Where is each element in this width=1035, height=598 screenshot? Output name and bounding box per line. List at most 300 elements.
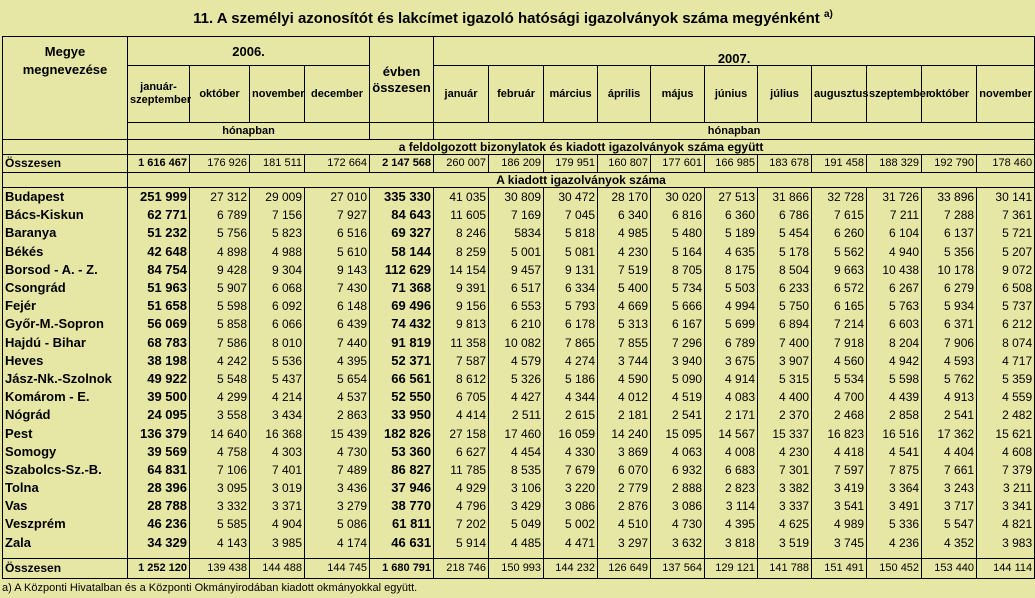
value-cell: 192 790 <box>922 155 977 173</box>
value-cell: 4 913 <box>922 388 977 406</box>
table-row <box>3 534 1035 552</box>
county-name-cell: Baranya <box>3 224 128 242</box>
value-cell: 16 823 <box>812 424 867 442</box>
value-cell: 5 818 <box>544 224 598 242</box>
value-cell: 126 649 <box>598 558 651 578</box>
value-cell: 52 371 <box>370 352 434 370</box>
value-cell: 4 242 <box>190 352 250 370</box>
value-cell: 14 567 <box>705 424 758 442</box>
value-cell: 74 432 <box>370 315 434 333</box>
value-cell: 4 230 <box>598 243 651 261</box>
value-cell: 5 598 <box>190 297 250 315</box>
county-name-cell: Jász-Nk.-Szolnok <box>3 370 128 388</box>
value-cell: 6 516 <box>305 224 370 242</box>
table-row <box>3 479 1035 497</box>
county-name-cell: Borsod - A. - Z. <box>3 261 128 279</box>
table-row <box>3 224 1035 242</box>
value-cell: 11 358 <box>434 334 489 352</box>
value-cell: 84 754 <box>128 261 190 279</box>
band-processed-total: a feldolgozott bizonylatok és kiadott igazolványok száma együtt <box>128 140 1035 155</box>
value-cell: 5 823 <box>250 224 305 242</box>
value-cell: 69 496 <box>370 297 434 315</box>
value-cell: 177 601 <box>651 155 705 173</box>
value-cell: 7 855 <box>598 334 651 352</box>
value-cell: 7 927 <box>305 206 370 224</box>
value-cell: 150 993 <box>489 558 544 578</box>
value-cell: 2 511 <box>489 406 544 424</box>
col-header-apr-2007: április <box>598 66 651 123</box>
value-cell: 6 165 <box>812 297 867 315</box>
value-cell: 7 106 <box>190 461 250 479</box>
value-cell: 5 666 <box>651 297 705 315</box>
value-cell: 4 994 <box>705 297 758 315</box>
value-cell: 7 301 <box>758 461 812 479</box>
value-cell: 3 095 <box>190 479 250 497</box>
value-cell: 38 198 <box>128 352 190 370</box>
value-cell: 6 932 <box>651 461 705 479</box>
value-cell: 7 379 <box>977 461 1035 479</box>
value-cell: 4 395 <box>705 515 758 533</box>
value-cell: 3 220 <box>544 479 598 497</box>
value-cell: 176 926 <box>190 155 250 173</box>
value-cell: 139 438 <box>190 558 250 578</box>
county-name-cell: Győr-M.-Sopron <box>3 315 128 333</box>
value-cell: 4 344 <box>544 388 598 406</box>
value-cell: 3 985 <box>250 534 305 552</box>
value-cell: 5 400 <box>598 279 651 297</box>
value-cell: 4 717 <box>977 352 1035 370</box>
value-cell: 5 562 <box>812 243 867 261</box>
value-cell: 4 700 <box>812 388 867 406</box>
value-cell: 6 167 <box>651 315 705 333</box>
value-cell: 5 356 <box>922 243 977 261</box>
value-cell: 14 154 <box>434 261 489 279</box>
value-cell: 71 368 <box>370 279 434 297</box>
value-cell: 2 147 568 <box>370 155 434 173</box>
county-name-cell: Bács-Kiskun <box>3 206 128 224</box>
value-cell: 4 439 <box>867 388 922 406</box>
value-cell: 8 504 <box>758 261 812 279</box>
value-cell: 24 095 <box>128 406 190 424</box>
value-cell: 2 858 <box>867 406 922 424</box>
value-cell: 3 869 <box>598 443 651 461</box>
value-cell: 6 334 <box>544 279 598 297</box>
value-cell: 2 876 <box>598 497 651 515</box>
value-cell: 6 517 <box>489 279 544 297</box>
value-cell: 42 648 <box>128 243 190 261</box>
value-cell: 27 158 <box>434 424 489 442</box>
value-cell: 160 807 <box>598 155 651 173</box>
value-cell: 7 865 <box>544 334 598 352</box>
value-cell: 4 758 <box>190 443 250 461</box>
value-cell: 7 587 <box>434 352 489 370</box>
value-cell: 4 940 <box>867 243 922 261</box>
value-cell: 4 669 <box>598 297 651 315</box>
value-cell: 4 230 <box>758 443 812 461</box>
value-cell: 7 586 <box>190 334 250 352</box>
value-cell: 6 279 <box>922 279 977 297</box>
value-cell: 5 610 <box>305 243 370 261</box>
value-cell: 5 734 <box>651 279 705 297</box>
value-cell: 5 454 <box>758 224 812 242</box>
value-cell: 28 788 <box>128 497 190 515</box>
value-cell: 32 728 <box>812 188 867 207</box>
footnote: a) A Központi Hivatalban és a Központi Okmányirodában kiadott okmányokkal együtt. <box>2 582 418 594</box>
value-cell: 14 640 <box>190 424 250 442</box>
value-cell: 5 534 <box>812 370 867 388</box>
value-cell: 16 059 <box>544 424 598 442</box>
value-cell: 6 553 <box>489 297 544 315</box>
value-cell: 4 299 <box>190 388 250 406</box>
value-cell: 4 012 <box>598 388 651 406</box>
value-cell: 4 404 <box>922 443 977 461</box>
value-cell: 4 541 <box>867 443 922 461</box>
value-cell: 34 329 <box>128 534 190 552</box>
value-cell: 2 615 <box>544 406 598 424</box>
value-cell: 112 629 <box>370 261 434 279</box>
value-cell: 4 608 <box>977 443 1035 461</box>
value-cell: 3 419 <box>812 479 867 497</box>
year-2006-header: 2006. <box>128 37 370 66</box>
value-cell: 4 427 <box>489 388 544 406</box>
value-cell: 7 156 <box>250 206 305 224</box>
county-name-cell: Békés <box>3 243 128 261</box>
value-cell: 31 866 <box>758 188 812 207</box>
county-name-cell: Veszprém <box>3 515 128 533</box>
value-cell: 2 779 <box>598 479 651 497</box>
value-cell: 41 035 <box>434 188 489 207</box>
value-cell: 3 337 <box>758 497 812 515</box>
value-cell: 51 963 <box>128 279 190 297</box>
value-cell: 3 211 <box>977 479 1035 497</box>
value-cell: 151 491 <box>812 558 867 578</box>
value-cell: 6 092 <box>250 297 305 315</box>
value-cell: 14 240 <box>598 424 651 442</box>
col-header-sep-2007: szeptember <box>867 66 922 123</box>
county-name-cell: Fejér <box>3 297 128 315</box>
table-row <box>3 443 1035 461</box>
value-cell: 4 989 <box>812 515 867 533</box>
value-cell: 3 279 <box>305 497 370 515</box>
value-cell: 172 664 <box>305 155 370 173</box>
value-cell: 6 068 <box>250 279 305 297</box>
county-name-cell: Heves <box>3 352 128 370</box>
value-cell: 3 818 <box>705 534 758 552</box>
value-cell: 66 561 <box>370 370 434 388</box>
value-cell: 61 811 <box>370 515 434 533</box>
value-cell: 15 439 <box>305 424 370 442</box>
col-header-aug-2007: augusztus <box>812 66 867 123</box>
value-cell: 4 395 <box>305 352 370 370</box>
col-header-nov-2006: november <box>250 66 305 123</box>
table-row <box>3 206 1035 224</box>
value-cell: 4 579 <box>489 352 544 370</box>
value-cell: 2 541 <box>922 406 977 424</box>
value-cell: 3 983 <box>977 534 1035 552</box>
value-cell: 5 480 <box>651 224 705 242</box>
county-name-cell: Összesen <box>3 558 128 578</box>
col-header-feb-2007: február <box>489 66 544 123</box>
col-header-jan-sep-2006: január-szeptember <box>128 66 190 123</box>
value-cell: 10 438 <box>867 261 922 279</box>
value-cell: 4 537 <box>305 388 370 406</box>
value-cell: 4 590 <box>598 370 651 388</box>
value-cell: 7 440 <box>305 334 370 352</box>
value-cell: 6 260 <box>812 224 867 242</box>
value-cell: 4 560 <box>812 352 867 370</box>
value-cell: 6 508 <box>977 279 1035 297</box>
value-cell: 4 988 <box>250 243 305 261</box>
value-cell: 5 585 <box>190 515 250 533</box>
value-cell: 7 661 <box>922 461 977 479</box>
value-cell: 2 541 <box>651 406 705 424</box>
value-cell: 4 796 <box>434 497 489 515</box>
value-cell: 6 603 <box>867 315 922 333</box>
value-cell: 4 730 <box>651 515 705 533</box>
value-cell: 2 370 <box>758 406 812 424</box>
table-row <box>3 497 1035 515</box>
value-cell: 3 519 <box>758 534 812 552</box>
value-cell: 4 330 <box>544 443 598 461</box>
value-cell: 4 083 <box>705 388 758 406</box>
value-cell: 335 330 <box>370 188 434 207</box>
value-cell: 30 472 <box>544 188 598 207</box>
value-cell: 7 211 <box>867 206 922 224</box>
value-cell: 46 631 <box>370 534 434 552</box>
value-cell: 2 888 <box>651 479 705 497</box>
value-cell: 5 359 <box>977 370 1035 388</box>
value-cell: 6 627 <box>434 443 489 461</box>
value-cell: 5 934 <box>922 297 977 315</box>
value-cell: 3 541 <box>812 497 867 515</box>
county-name-cell: Pest <box>3 424 128 442</box>
table-row <box>3 461 1035 479</box>
value-cell: 144 114 <box>977 558 1035 578</box>
value-cell: 4 418 <box>812 443 867 461</box>
table-row <box>3 297 1035 315</box>
value-cell: 4 985 <box>598 224 651 242</box>
col-header-jan-2007: január <box>434 66 489 123</box>
value-cell: 5 699 <box>705 315 758 333</box>
value-cell: 6 894 <box>758 315 812 333</box>
value-cell: 4 008 <box>705 443 758 461</box>
value-cell: 3 364 <box>867 479 922 497</box>
value-cell: 5 793 <box>544 297 598 315</box>
value-cell: 5 654 <box>305 370 370 388</box>
value-cell: 4 625 <box>758 515 812 533</box>
table-row <box>3 261 1035 279</box>
value-cell: 6 233 <box>758 279 812 297</box>
value-cell: 5 081 <box>544 243 598 261</box>
value-cell: 64 831 <box>128 461 190 479</box>
table-row <box>3 370 1035 388</box>
value-cell: 6 360 <box>705 206 758 224</box>
value-cell: 3 717 <box>922 497 977 515</box>
value-cell: 5 762 <box>922 370 977 388</box>
value-cell: 7 875 <box>867 461 922 479</box>
value-cell: 4 821 <box>977 515 1035 533</box>
value-cell: 17 362 <box>922 424 977 442</box>
value-cell: 186 209 <box>489 155 544 173</box>
value-cell: 17 460 <box>489 424 544 442</box>
value-cell: 7 597 <box>812 461 867 479</box>
value-cell: 7 615 <box>812 206 867 224</box>
value-cell: 8 010 <box>250 334 305 352</box>
value-cell: 2 181 <box>598 406 651 424</box>
value-cell: 46 236 <box>128 515 190 533</box>
county-name-cell: Szabolcs-Sz.-B. <box>3 461 128 479</box>
value-cell: 56 069 <box>128 315 190 333</box>
value-cell: 27 010 <box>305 188 370 207</box>
value-cell: 30 020 <box>651 188 705 207</box>
value-cell: 4 942 <box>867 352 922 370</box>
value-cell: 3 940 <box>651 352 705 370</box>
value-cell: 3 106 <box>489 479 544 497</box>
value-cell: 260 007 <box>434 155 489 173</box>
value-cell: 37 946 <box>370 479 434 497</box>
statistics-table <box>2 36 1035 579</box>
value-cell: 30 141 <box>977 188 1035 207</box>
value-cell: 3 744 <box>598 352 651 370</box>
value-cell: 136 379 <box>128 424 190 442</box>
value-cell: 3 114 <box>705 497 758 515</box>
col-header-nov-2007: november <box>977 66 1035 123</box>
value-cell: 5 914 <box>434 534 489 552</box>
value-cell: 4 510 <box>598 515 651 533</box>
table-body <box>3 155 1035 579</box>
value-cell: 5 002 <box>544 515 598 533</box>
value-cell: 5 437 <box>250 370 305 388</box>
value-cell: 9 813 <box>434 315 489 333</box>
value-cell: 68 783 <box>128 334 190 352</box>
value-cell: 4 454 <box>489 443 544 461</box>
value-cell: 144 232 <box>544 558 598 578</box>
col-header-may-2007: május <box>651 66 705 123</box>
value-cell: 6 816 <box>651 206 705 224</box>
value-cell: 7 400 <box>758 334 812 352</box>
value-cell: 2 482 <box>977 406 1035 424</box>
value-cell: 181 511 <box>250 155 305 173</box>
value-cell: 7 906 <box>922 334 977 352</box>
value-cell: 58 144 <box>370 243 434 261</box>
value-cell: 15 337 <box>758 424 812 442</box>
value-cell: 16 516 <box>867 424 922 442</box>
value-cell: 5 547 <box>922 515 977 533</box>
summary-row-top <box>3 155 1035 173</box>
value-cell: 8 535 <box>489 461 544 479</box>
table-row <box>3 279 1035 297</box>
value-cell: 5 178 <box>758 243 812 261</box>
value-cell: 1 616 467 <box>128 155 190 173</box>
value-cell: 15 095 <box>651 424 705 442</box>
value-cell: 3 297 <box>598 534 651 552</box>
value-cell: 33 896 <box>922 188 977 207</box>
value-cell: 4 635 <box>705 243 758 261</box>
value-cell: 4 485 <box>489 534 544 552</box>
value-cell: 4 593 <box>922 352 977 370</box>
value-cell: 7 202 <box>434 515 489 533</box>
value-cell: 9 457 <box>489 261 544 279</box>
value-cell: 53 360 <box>370 443 434 461</box>
value-cell: 4 174 <box>305 534 370 552</box>
value-cell: 2 823 <box>705 479 758 497</box>
value-cell: 5 756 <box>190 224 250 242</box>
table-row <box>3 243 1035 261</box>
value-cell: 5 326 <box>489 370 544 388</box>
col-header-jun-2007: június <box>705 66 758 123</box>
title-text: 11. A személyi azonosítót és lakcímet igazoló hatósági igazolványok száma megyénként <box>193 10 820 27</box>
value-cell: 9 663 <box>812 261 867 279</box>
value-cell: 6 439 <box>305 315 370 333</box>
county-name-cell: Tolna <box>3 479 128 497</box>
value-cell: 15 621 <box>977 424 1035 442</box>
col-header-mar-2007: március <box>544 66 598 123</box>
value-cell: 144 488 <box>250 558 305 578</box>
value-cell: 3 371 <box>250 497 305 515</box>
value-cell: 9 428 <box>190 261 250 279</box>
value-cell: 6 340 <box>598 206 651 224</box>
evben-sen <box>370 123 434 140</box>
value-cell: 4 063 <box>651 443 705 461</box>
value-cell: 8 246 <box>434 224 489 242</box>
table-row <box>3 188 1035 207</box>
value-cell: 9 391 <box>434 279 489 297</box>
value-cell: 4 914 <box>705 370 758 388</box>
value-cell: 6 148 <box>305 297 370 315</box>
value-cell: 8 175 <box>705 261 758 279</box>
value-cell: 141 788 <box>758 558 812 578</box>
value-cell: 10 178 <box>922 261 977 279</box>
value-cell: 5 907 <box>190 279 250 297</box>
value-cell: 6 789 <box>705 334 758 352</box>
value-cell: 6 786 <box>758 206 812 224</box>
value-cell: 8 259 <box>434 243 489 261</box>
value-cell: 5 737 <box>977 297 1035 315</box>
value-cell: 4 519 <box>651 388 705 406</box>
value-cell: 5 315 <box>758 370 812 388</box>
value-cell: 5 336 <box>867 515 922 533</box>
value-cell: 28 170 <box>598 188 651 207</box>
band-issued-count: A kiadott igazolványok száma <box>128 173 1035 188</box>
value-cell: 3 436 <box>305 479 370 497</box>
value-cell: 3 086 <box>651 497 705 515</box>
value-cell: 30 809 <box>489 188 544 207</box>
value-cell: 3 341 <box>977 497 1035 515</box>
value-cell: 52 550 <box>370 388 434 406</box>
value-cell: 3 632 <box>651 534 705 552</box>
value-cell: 3 675 <box>705 352 758 370</box>
value-cell: 9 304 <box>250 261 305 279</box>
value-cell: 5 598 <box>867 370 922 388</box>
value-cell: 4 400 <box>758 388 812 406</box>
value-cell: 4 352 <box>922 534 977 552</box>
county-name-cell: Hajdú - Bihar <box>3 334 128 352</box>
value-cell: 9 143 <box>305 261 370 279</box>
value-cell: 5 750 <box>758 297 812 315</box>
value-cell: 5 186 <box>544 370 598 388</box>
col-header-dec-2006: december <box>305 66 370 123</box>
value-cell: 11 785 <box>434 461 489 479</box>
value-cell: 7 918 <box>812 334 867 352</box>
value-cell: 251 999 <box>128 188 190 207</box>
value-cell: 191 458 <box>812 155 867 173</box>
value-cell: 4 303 <box>250 443 305 461</box>
value-cell: 51 232 <box>128 224 190 242</box>
value-cell: 39 500 <box>128 388 190 406</box>
value-cell: 6 066 <box>250 315 305 333</box>
value-cell: 5 858 <box>190 315 250 333</box>
value-cell: 9 072 <box>977 261 1035 279</box>
